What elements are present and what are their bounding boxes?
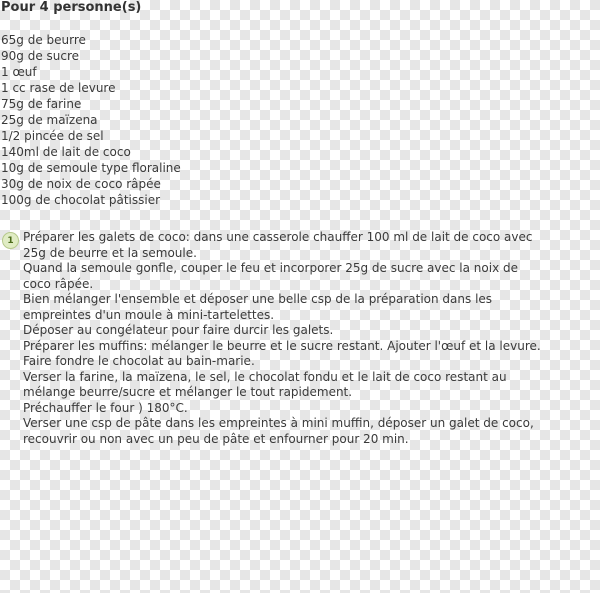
step-line: coco râpée. — [23, 276, 94, 291]
step-line: Préparer les muffins: mélanger le beurre et le sucre restant. Ajouter l'œuf et la levure. — [23, 338, 541, 353]
step-number-badge: 1 — [2, 232, 19, 249]
step-line: empreintes d'un moule à mini-tartelettes. — [23, 307, 275, 322]
preparation-steps — [2, 230, 594, 447]
step-instructions — [23, 230, 594, 447]
ingredient-item: 1 œuf — [1, 65, 37, 79]
ingredient-item: 10g de semoule type floraline — [1, 161, 181, 175]
ingredient-item: 100g de chocolat pâtissier — [1, 193, 161, 207]
ingredient-item: 65g de beurre — [1, 33, 86, 47]
ingredient-item: 25g de maïzena — [1, 113, 98, 127]
ingredient-list — [1, 32, 181, 208]
recipe-servings-title: Pour 4 personne(s) — [1, 0, 142, 15]
step-line: Déposer au congélateur pour faire durcir les galets. — [23, 323, 334, 337]
ingredient-item: 1 cc rase de levure — [1, 81, 116, 95]
step-line: mélange beurre/sucre et mélanger le tout rapidement. — [23, 385, 353, 399]
ingredient-item: 75g de farine — [1, 97, 82, 111]
step-line: Verser la farine, la maïzena, le sel, le chocolat fondu et le lait de coco restant au — [23, 369, 507, 384]
step-line: Préparer les galets de coco: dans une casserole chauffer 100 ml de lait de coco avec — [23, 230, 533, 244]
ingredient-item: 90g de sucre — [1, 49, 80, 63]
step-line: Verser une csp de pâte dans les empreintes à mini muffin, déposer un galet de coco, — [23, 416, 534, 430]
step-line: Quand la semoule gonfle, couper le feu et incorporer 25g de sucre avec la noix de — [23, 261, 518, 275]
step-line: recouvrir ou non avec un peu de pâte et enfourner pour 20 min. — [23, 431, 409, 446]
ingredient-item: 1/2 pincée de sel — [1, 129, 104, 143]
step-line: 25g de beurre et la semoule. — [23, 245, 197, 260]
step-line: Faire fondre le chocolat au bain-marie. — [23, 354, 255, 368]
ingredient-item: 140ml de lait de coco — [1, 145, 131, 159]
ingredient-item: 30g de noix de coco râpée — [1, 177, 161, 191]
step-line: Bien mélanger l'ensemble et déposer une belle csp de la préparation dans les — [23, 292, 493, 306]
step-line: Préchauffer le four ) 180°C. — [23, 400, 188, 415]
